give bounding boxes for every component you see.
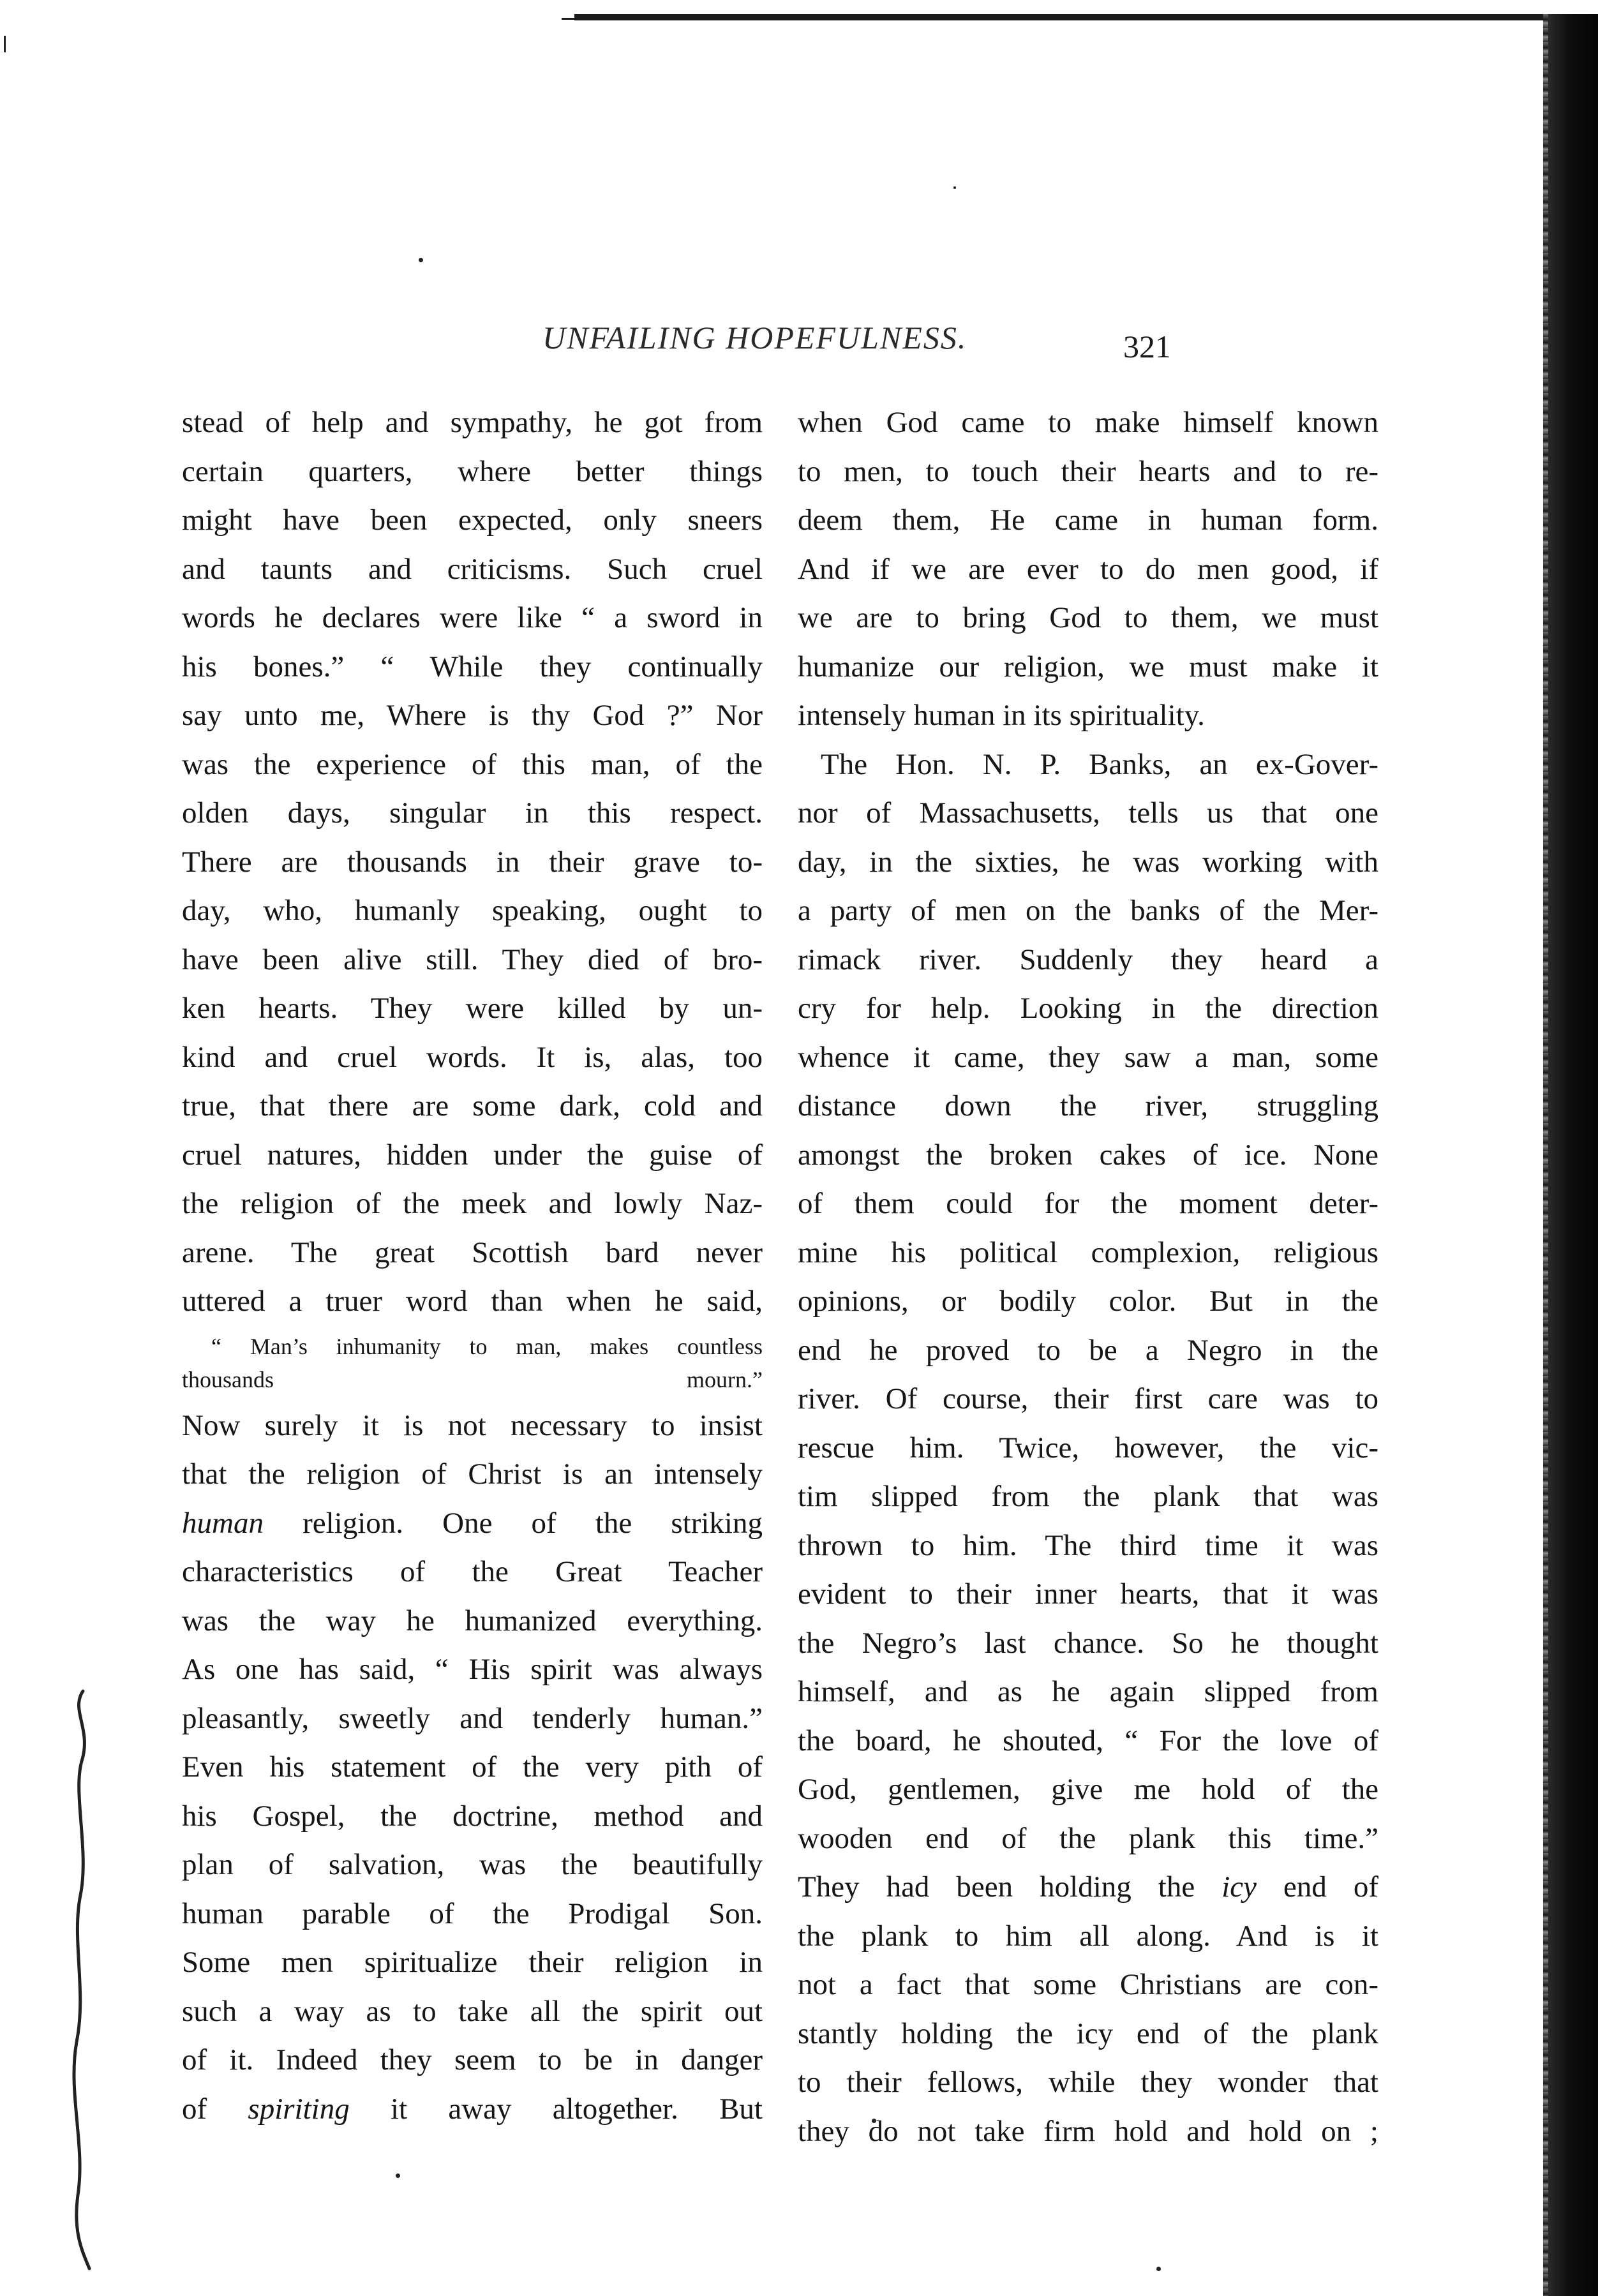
quote-line: thousands mourn.”: [182, 1366, 763, 1392]
text-line: evident to their inner hearts, that it was: [798, 1577, 1378, 1611]
text-line: and taunts and criticisms. Such cruel: [182, 552, 763, 586]
scan-speck: [419, 258, 423, 262]
text-line: certain quarters, where better things: [182, 454, 763, 488]
text-line: opinions, or bodily color. But in the: [798, 1285, 1378, 1318]
text-line: the board, he shouted, “ For the love of: [798, 1724, 1378, 1757]
text-fragment: of: [182, 2092, 248, 2126]
left-column: [182, 398, 763, 2133]
italic-word: human: [182, 1506, 264, 1540]
text-line: kind and cruel words. It is, alas, too: [182, 1040, 763, 1074]
text-line: true, that there are some dark, cold and: [182, 1089, 763, 1122]
text-line: rimack river. Suddenly they heard a: [798, 943, 1378, 976]
text-line: humanize our religion, we must make it: [798, 650, 1378, 683]
page-number: 321: [1123, 329, 1171, 364]
text-line: Now surely it is not necessary to insist: [182, 1408, 763, 1442]
text-line: they do not take firm hold and hold on ;: [798, 2114, 1378, 2148]
text-line: wooden end of the plank this time.”: [798, 1821, 1378, 1855]
text-line: was the way he humanized everything.: [182, 1604, 763, 1637]
text-line: might have been expected, only sneers: [182, 503, 763, 537]
text-line: deem them, He came in human form.: [798, 503, 1378, 537]
scan-speck: [953, 186, 956, 189]
text-fragment: it away altogether. But: [349, 2092, 763, 2126]
text-line: God, gentlemen, give me hold of the: [798, 1773, 1378, 1806]
text-line: cry for help. Looking in the direction: [798, 992, 1378, 1025]
text-line: rescue him. Twice, however, the vic-: [798, 1431, 1378, 1465]
text-line: say unto me, Where is thy God ?” Nor: [182, 699, 763, 732]
text-line: [182, 2085, 763, 2134]
text-line: human parable of the Prodigal Son.: [182, 1897, 763, 1930]
text-line: There are thousands in their grave to-: [182, 845, 763, 879]
text-line: stantly holding the icy end of the plank: [798, 2016, 1378, 2050]
scan-speck: [396, 2173, 400, 2178]
text-line: tim slipped from the plank that was: [798, 1480, 1378, 1513]
text-line: when God came to make himself known: [798, 406, 1378, 439]
text-line: we are to bring God to them, we must: [798, 601, 1378, 634]
text-line: such a way as to take all the spirit out: [182, 1994, 763, 2028]
text-line: intensely human in its spirituality.: [798, 699, 1205, 732]
italic-word: spiriting: [248, 2092, 350, 2126]
text-line: And if we are ever to do men good, if: [798, 552, 1378, 586]
text-line: plan of salvation, was the beautifully: [182, 1848, 763, 1881]
text-line: distance down the river, struggling: [798, 1089, 1378, 1122]
running-head: UNFAILING HOPEFULNESS.: [542, 320, 967, 355]
text-line: the Negro’s last chance. So he thought: [798, 1626, 1378, 1660]
text-line: the plank to him all along. And is it: [798, 1919, 1378, 1953]
text-line: whence it came, they saw a man, some: [798, 1040, 1378, 1074]
text-line: that the religion of Christ is an intensely: [182, 1457, 763, 1491]
text-line: a party of men on the banks of the Mer-: [798, 894, 1378, 927]
italic-word: icy: [1221, 1870, 1257, 1904]
text-line: uttered a truer word than when he said,: [182, 1285, 763, 1318]
block-quote: [182, 1330, 763, 1396]
text-line: As one has said, “ His spirit was always: [182, 1653, 763, 1686]
page-header: [179, 313, 1378, 364]
text-line: Even his statement of the very pith of: [182, 1750, 763, 1784]
text-line: [798, 1863, 1378, 1912]
text-line: olden days, singular in this respect.: [182, 796, 763, 830]
text-line: words he declares were like “ a sword in: [182, 601, 763, 634]
text-line: characteristics of the Great Teacher: [182, 1555, 763, 1588]
text-line: cruel natures, hidden under the guise of: [182, 1138, 763, 1172]
text-line: to men, to touch their hearts and to re-: [798, 454, 1378, 488]
text-fragment: They had been holding the: [798, 1870, 1222, 1904]
text-line: was the experience of this man, of the: [182, 747, 763, 781]
text-line: [182, 1499, 763, 1548]
scan-binding-edge: [1548, 14, 1598, 2296]
scan-margin-mark: [4, 36, 6, 52]
quote-line: “ Man’s inhumanity to man, makes countless: [211, 1333, 763, 1359]
text-line: stead of help and sympathy, he got from: [182, 406, 763, 439]
top-rule: [574, 14, 1544, 20]
text-fragment: end of: [1256, 1870, 1378, 1904]
text-line: day, who, humanly speaking, ought to: [182, 894, 763, 927]
text-fragment: religion. One of the striking: [263, 1506, 763, 1540]
text-line: Some men spiritualize their religion in: [182, 1946, 763, 1979]
text-line: day, in the sixties, he was working with: [798, 845, 1378, 879]
text-line: ken hearts. They were killed by un-: [182, 992, 763, 1025]
text-line: not a fact that some Christians are con-: [798, 1968, 1378, 2001]
text-line: of it. Indeed they seem to be in danger: [182, 2043, 763, 2076]
text-line: river. Of course, their first care was to: [798, 1382, 1378, 1415]
text-line: to their fellows, while they wonder that: [798, 2066, 1378, 2099]
text-line: his bones.” “ While they continually: [182, 650, 763, 683]
text-line: thrown to him. The third time it was: [798, 1528, 1378, 1562]
paragraph-first-line: The Hon. N. P. Banks, an ex-Gover-: [821, 747, 1378, 781]
right-column: [798, 398, 1378, 2156]
text-line: arene. The great Scottish bard never: [182, 1235, 763, 1269]
margin-bracket-mark: [64, 1685, 102, 2272]
text-line: amongst the broken cakes of ice. None: [798, 1138, 1378, 1172]
text-line: himself, and as he again slipped from: [798, 1675, 1378, 1708]
text-line: mine his political complexion, religious: [798, 1235, 1378, 1269]
text-line: nor of Massachusetts, tells us that one: [798, 796, 1378, 830]
text-line: the religion of the meek and lowly Naz-: [182, 1187, 763, 1220]
text-line: have been alive still. They died of bro-: [182, 943, 763, 976]
scan-speck: [1156, 2267, 1161, 2271]
text-line: his Gospel, the doctrine, method and: [182, 1799, 763, 1833]
text-line: of them could for the moment deter-: [798, 1187, 1378, 1220]
text-line: pleasantly, sweetly and tenderly human.”: [182, 1701, 763, 1735]
text-line: end he proved to be a Negro in the: [798, 1333, 1378, 1367]
